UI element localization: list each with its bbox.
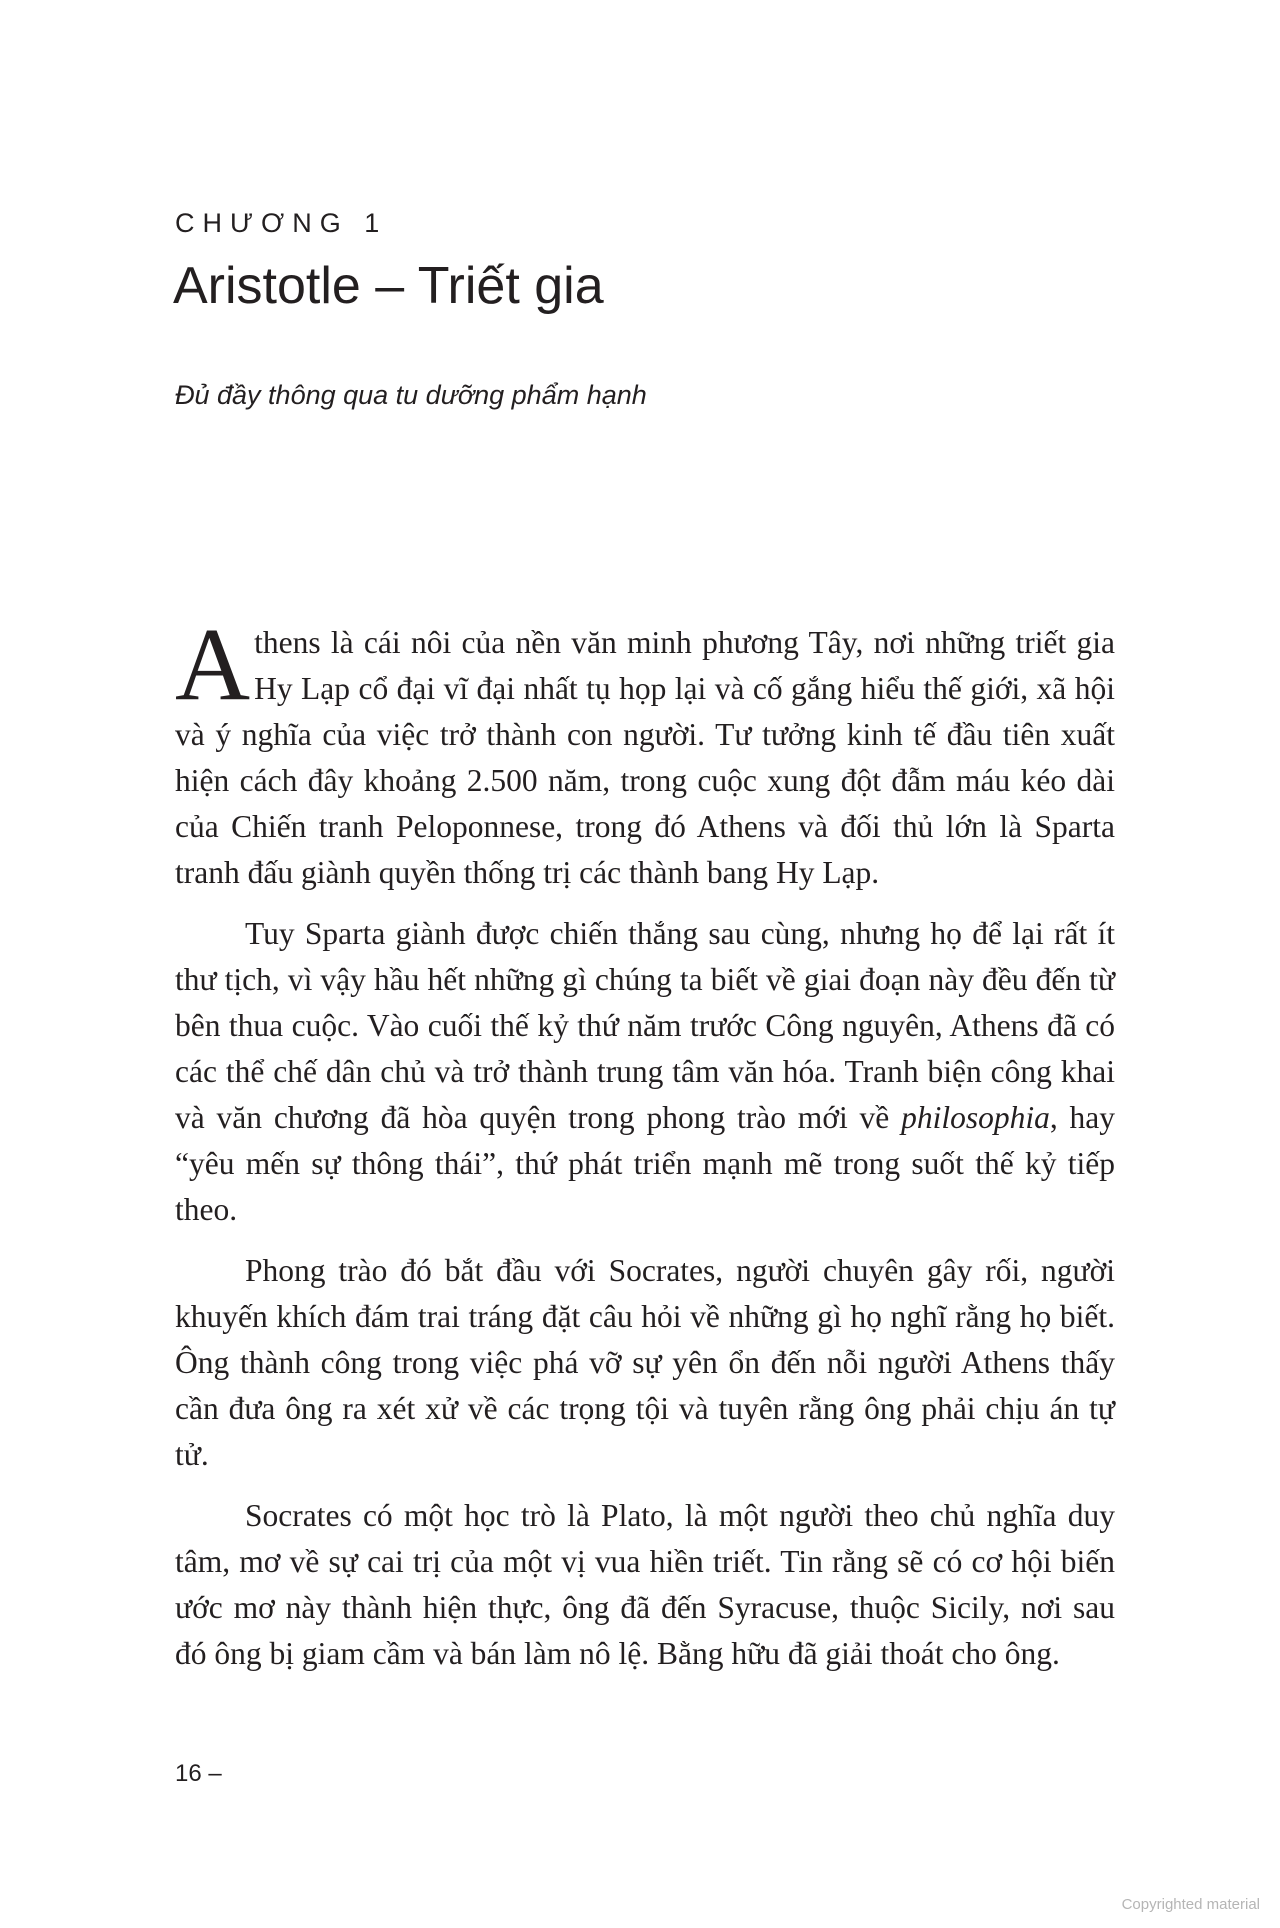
chapter-label: CHƯƠNG 1 [175,208,388,238]
paragraph-2 [175,911,1115,1233]
chapter-subtitle: Đủ đầy thông qua tu dưỡng phẩm hạnh [175,380,647,410]
copyright-watermark: Copyrighted material [1121,1896,1260,1913]
paragraph-4: Socrates có một học trò là Plato, là một người theo chủ nghĩa duy tâm, mơ về sự cai trị của một vị vua hiền triết. Tin rằng sẽ có cơ hội biến ước mơ này thành hiện thực, ông đã đến Syracuse, thuộc Sicily, nơi sau đó ông bị giam cầm và bán làm nô lệ. Bằng hữu đã giải thoát cho ông. [175,1498,1115,1671]
paragraph-1-text: thens là cái nôi của nền văn minh phương Tây, nơi những triết gia Hy Lạp cổ đại vĩ đại nhất tụ họp lại và cố gắng hiểu thế giới, xã hội và ý nghĩa của việc trở thành con người. Tư tưởng kinh tế đầu tiên xuất hiện cách đây khoảng 2.500 năm, trong cuộc xung đột đẫm máu kéo dài của Chiến tranh Peloponnese, trong đó Athens và đối thủ lớn là Sparta tranh đấu giành quyền thống trị các thành bang Hy Lạp. [175,625,1115,890]
paragraph-2-text-end: , hay “yêu mến sự thông thái”, thứ phát triển mạnh mẽ trong suốt thế kỷ tiếp theo. [175,1100,1115,1227]
page-number: 16 – [175,1760,222,1787]
body-text [175,607,1115,1692]
paragraph-3: Phong trào đó bắt đầu với Socrates, người chuyên gây rối, người khuyến khích đám trai tráng đặt câu hỏi về những gì họ nghĩ rằng họ biết. Ông thành công trong việc phá vỡ sự yên ổn đến nỗi người Athens thấy cần đưa ông ra xét xử về các trọng tội và tuyên rằng ông phải chịu án tự tử. [175,1253,1115,1472]
philosophia-term: philosophia [901,1100,1050,1135]
paragraph-2-text-start: Tuy Sparta giành được chiến thắng sau cùng, nhưng họ để lại rất ít thư tịch, vì vậy hầu hết những gì chúng ta biết về giai đoạn này đều đến từ bên thua cuộc. Vào cuối thế kỷ thứ năm trước Công nguyên, Athens đã có các thể chế dân chủ và trở thành trung tâm văn hóa. Tranh biện công khai và văn chương đã hòa quyện trong phong trào mới về [175,916,1115,1135]
drop-cap: A [175,607,251,722]
chapter-title: Aristotle – Triết gia [173,257,604,315]
paragraph-1 [175,607,1115,896]
